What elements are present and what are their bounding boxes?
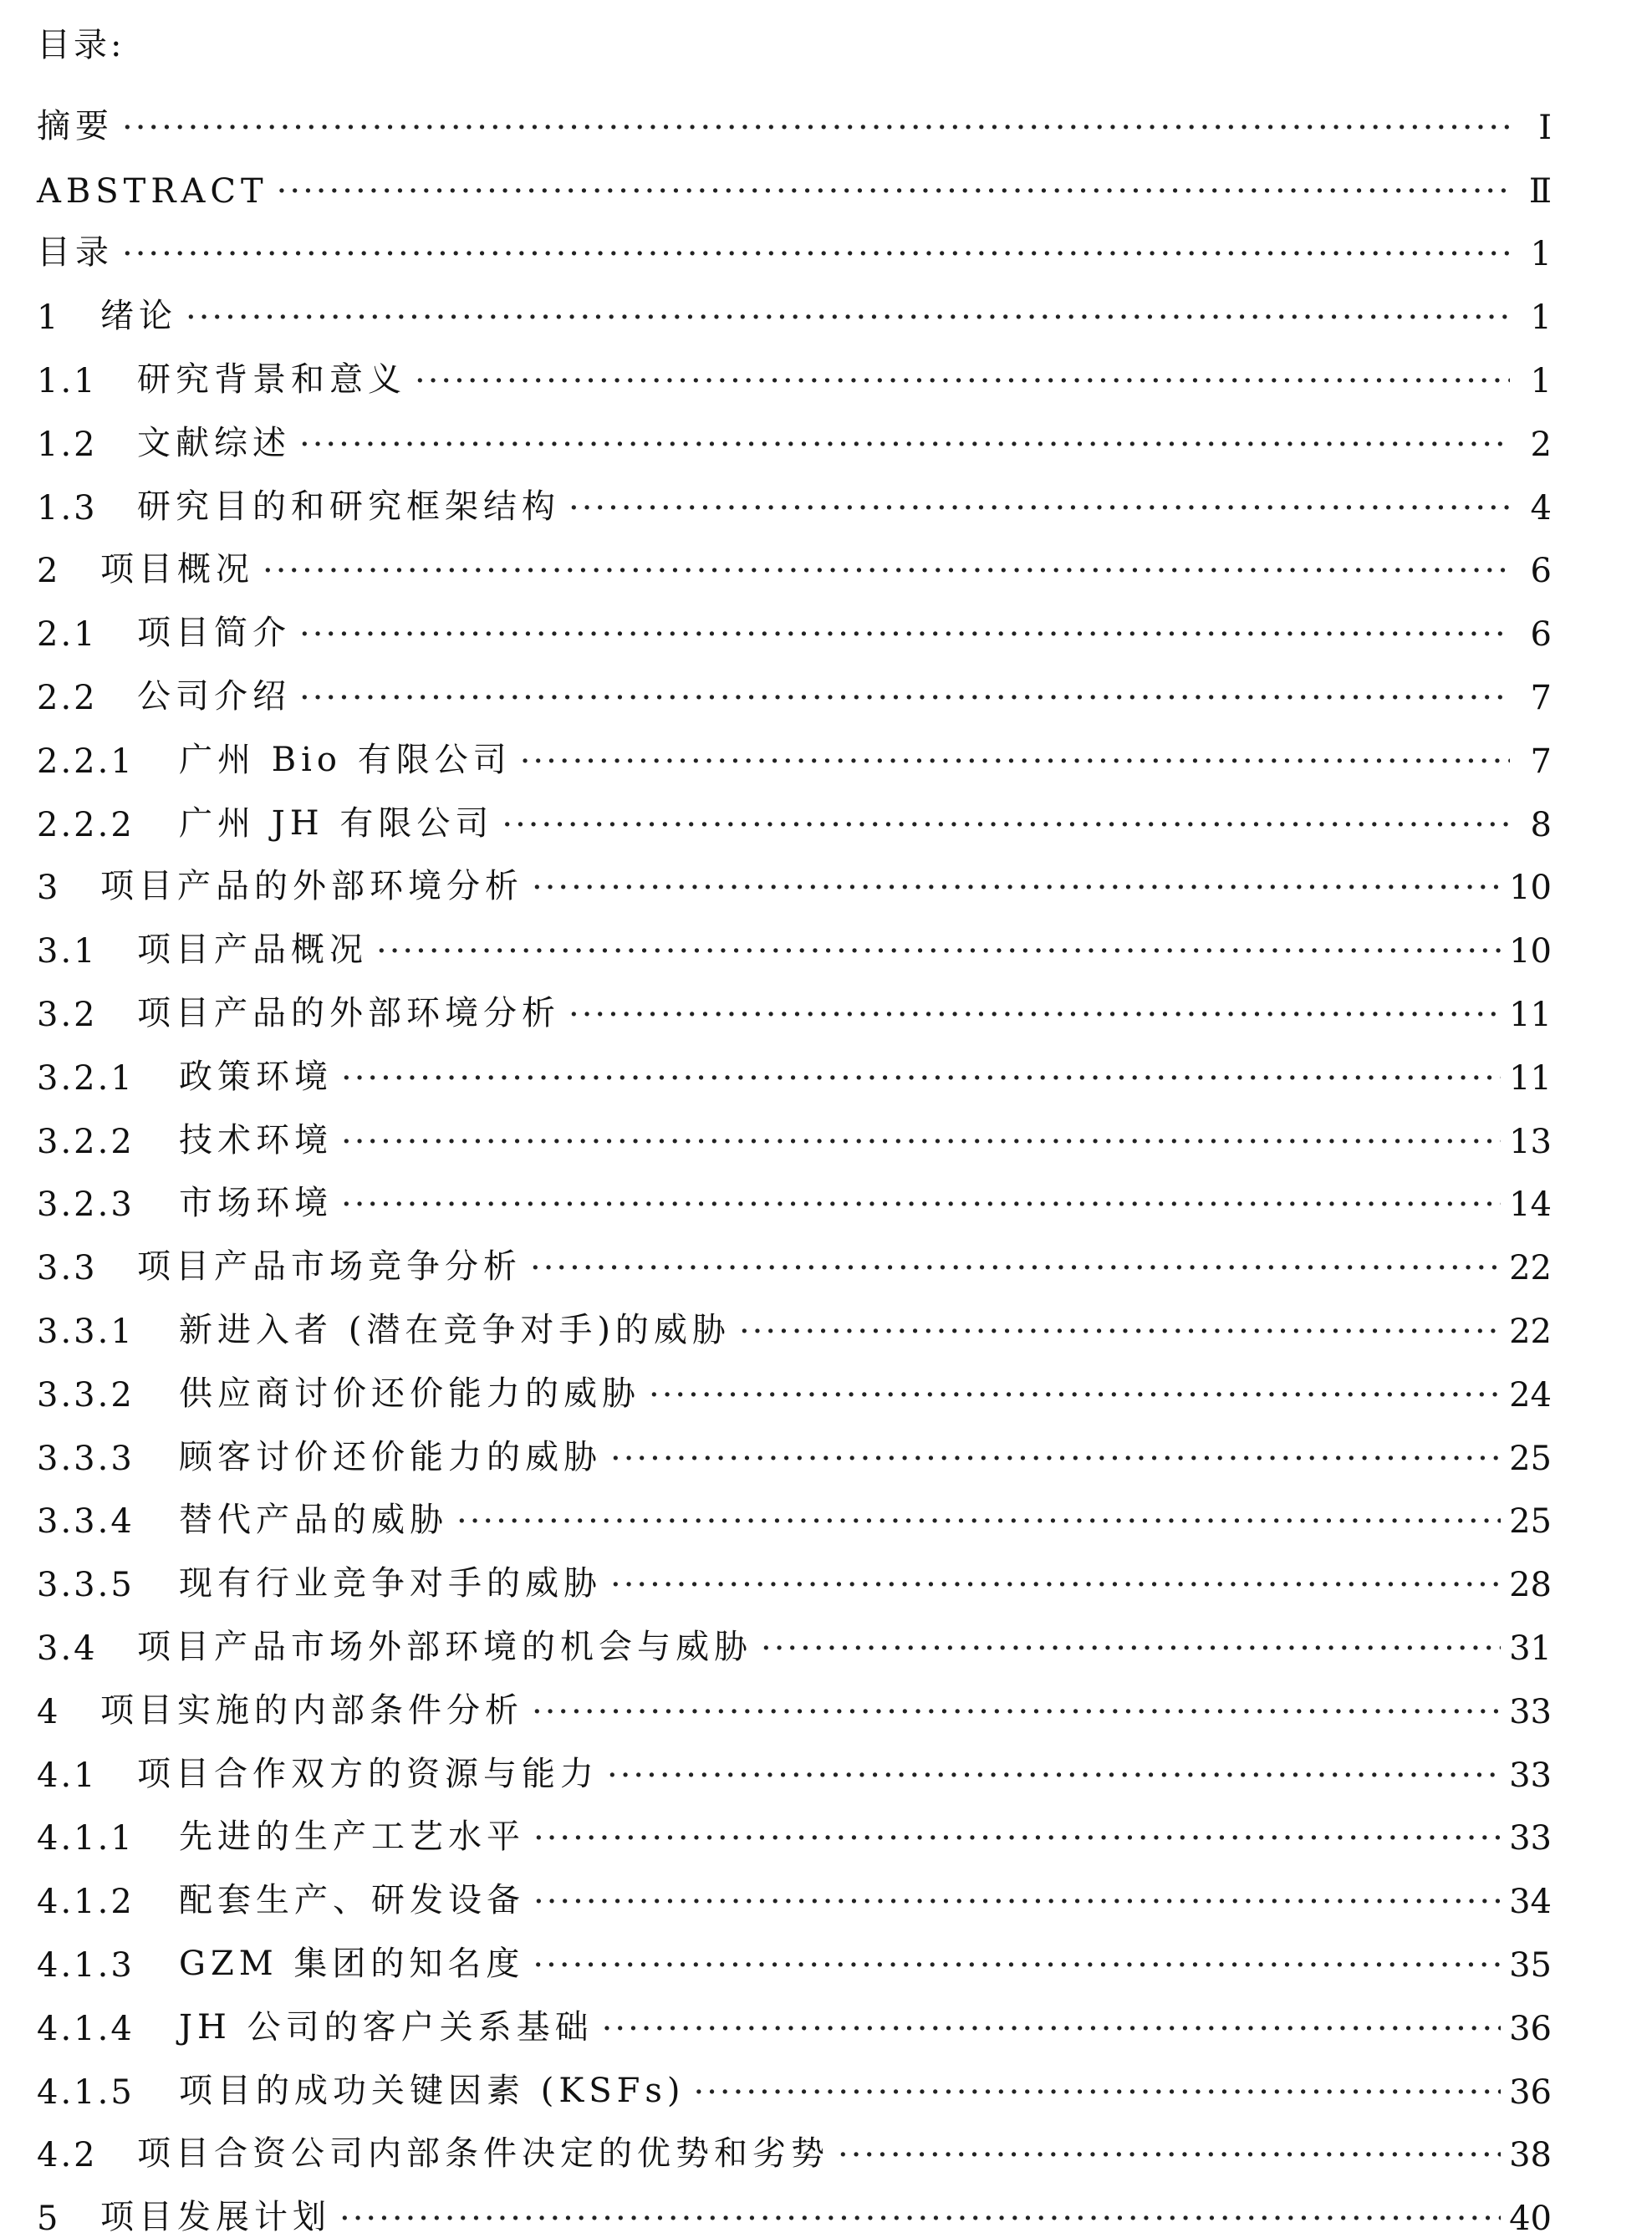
dot-leader bbox=[532, 1693, 1501, 1731]
toc-entry-title: 项目简介 bbox=[137, 614, 291, 653]
toc-entry-title: 政策环境 bbox=[179, 1057, 333, 1096]
toc-entry-number: 3.3.4 bbox=[37, 1502, 135, 1542]
toc-entry[interactable] bbox=[37, 2048, 1552, 2112]
toc-entry-title: 广州 Bio 有限公司 bbox=[179, 740, 512, 779]
toc-entry[interactable] bbox=[37, 971, 1552, 1034]
toc-entry-number: 4.1 bbox=[37, 1756, 98, 1795]
dot-leader bbox=[341, 1123, 1501, 1161]
toc-entry-title: 项目的成功关键因素 (KSFs) bbox=[179, 2071, 686, 2110]
toc-entry[interactable] bbox=[37, 1287, 1552, 1351]
toc-entry-number: 4.1.3 bbox=[37, 1945, 135, 1985]
toc-entry-number: 4.2 bbox=[37, 2136, 98, 2175]
dot-leader bbox=[610, 1566, 1501, 1604]
toc-entry[interactable] bbox=[37, 211, 1552, 274]
toc-entry-number: 3.4 bbox=[37, 1629, 98, 1668]
toc-entry-page-number: 10 bbox=[1509, 932, 1552, 971]
dot-leader bbox=[299, 426, 1510, 464]
toc-entry-title: 项目产品的外部环境分析 bbox=[137, 993, 560, 1032]
toc-entry-number: 3.1 bbox=[37, 932, 98, 971]
toc-entry-title: 广州 JH 有限公司 bbox=[179, 803, 494, 843]
dot-leader bbox=[532, 869, 1501, 907]
dot-leader bbox=[533, 1946, 1501, 1985]
toc-entry-page-number: 10 bbox=[1509, 869, 1552, 908]
toc-entry-number: 2.2.1 bbox=[37, 742, 135, 781]
toc-entry-page-number: Ⅰ bbox=[1538, 108, 1552, 147]
toc-entry-page-number: 36 bbox=[1509, 2072, 1552, 2112]
toc-entry-page-number: 13 bbox=[1509, 1122, 1552, 1161]
toc-entry-number: 1 bbox=[37, 298, 61, 338]
toc-entry-page-number: 40 bbox=[1509, 2200, 1552, 2238]
toc-entry[interactable] bbox=[37, 1921, 1552, 1985]
dot-leader bbox=[569, 489, 1510, 528]
toc-entry-page-number: 22 bbox=[1509, 1312, 1552, 1351]
toc-entry[interactable] bbox=[37, 1034, 1552, 1098]
toc-entry-title: 项目产品的外部环境分析 bbox=[100, 867, 523, 906]
dot-leader bbox=[415, 362, 1510, 400]
toc-entry[interactable] bbox=[37, 1351, 1552, 1415]
dot-leader bbox=[694, 2073, 1502, 2112]
dot-leader bbox=[263, 552, 1510, 590]
toc-entry-title: ABSTRACT bbox=[37, 171, 268, 211]
toc-entry-title: 市场环境 bbox=[179, 1184, 333, 1223]
toc-entry[interactable] bbox=[37, 907, 1552, 971]
dot-leader bbox=[607, 1756, 1501, 1795]
dot-leader bbox=[520, 742, 1510, 781]
dot-leader bbox=[739, 1313, 1501, 1351]
toc-entry[interactable] bbox=[37, 590, 1552, 654]
toc-entry-page-number: 25 bbox=[1509, 1439, 1552, 1478]
toc-entry-page-number: 33 bbox=[1509, 1692, 1552, 1731]
toc-entry[interactable] bbox=[37, 273, 1552, 337]
toc-entry-title: 新进入者 (潜在竞争对手)的威胁 bbox=[179, 1310, 731, 1349]
toc-entry[interactable] bbox=[37, 1858, 1552, 1921]
toc-entry-title: 项目实施的内部条件分析 bbox=[100, 1690, 523, 1730]
toc-entry-number: 1.2 bbox=[37, 425, 98, 464]
toc-entry-title: 技术环境 bbox=[179, 1120, 333, 1160]
dot-leader bbox=[341, 1059, 1501, 1098]
toc-entry[interactable] bbox=[37, 654, 1552, 717]
dot-leader bbox=[277, 172, 1510, 211]
toc-entry-page-number: 31 bbox=[1509, 1629, 1552, 1668]
toc-entry-title: 文献综述 bbox=[137, 423, 291, 462]
toc-entry-title: 项目产品概况 bbox=[137, 930, 368, 970]
toc-entry-number: 3.3 bbox=[37, 1249, 98, 1288]
toc-entry-page-number: 7 bbox=[1530, 742, 1552, 781]
toc-entry[interactable] bbox=[37, 1541, 1552, 1604]
dot-leader bbox=[569, 996, 1501, 1034]
toc-entry-page-number: 2 bbox=[1530, 425, 1552, 464]
dot-leader bbox=[602, 2010, 1501, 2048]
toc-entry[interactable] bbox=[37, 337, 1552, 400]
toc-entry-page-number: 22 bbox=[1509, 1249, 1552, 1288]
dot-leader bbox=[299, 615, 1510, 654]
dot-leader bbox=[530, 1249, 1501, 1287]
toc-entry-number: 3.3.2 bbox=[37, 1375, 135, 1415]
toc-entry-title: 替代产品的威胁 bbox=[179, 1501, 448, 1540]
dot-leader bbox=[299, 679, 1510, 717]
dot-leader bbox=[186, 298, 1510, 337]
toc-entry[interactable] bbox=[37, 717, 1552, 781]
toc-entry-number: 2.2.2 bbox=[37, 805, 135, 844]
toc-entry-page-number: 1 bbox=[1530, 298, 1552, 338]
toc-entry-number: 5 bbox=[37, 2200, 61, 2238]
toc-entry-title: 项目发展计划 bbox=[100, 2198, 331, 2237]
toc-entry-page-number: 4 bbox=[1530, 488, 1552, 528]
toc-entry-page-number: 1 bbox=[1530, 361, 1552, 400]
toc-entry-number: 3.2 bbox=[37, 995, 98, 1034]
toc-entry[interactable] bbox=[37, 1731, 1552, 1795]
toc-entry-page-number: 1 bbox=[1530, 235, 1552, 274]
toc-entry-number: 4.1.2 bbox=[37, 1883, 135, 1922]
toc-entry-number: 1.3 bbox=[37, 488, 98, 528]
toc-entry[interactable] bbox=[37, 1098, 1552, 1161]
toc-entry-page-number: 6 bbox=[1530, 615, 1552, 655]
dot-leader bbox=[838, 2136, 1501, 2174]
toc-entry-title: 目录 bbox=[37, 233, 114, 273]
dot-leader bbox=[761, 1629, 1501, 1668]
toc-entry[interactable] bbox=[37, 1795, 1552, 1858]
toc-entry[interactable] bbox=[37, 781, 1552, 844]
toc-entry-page-number: 33 bbox=[1509, 1819, 1552, 1858]
toc-entry-number: 1.1 bbox=[37, 361, 98, 400]
toc-entry-page-number: 24 bbox=[1509, 1375, 1552, 1415]
toc-entry-number: 3.2.2 bbox=[37, 1122, 135, 1161]
toc-entry-title: 项目产品市场外部环境的机会与威胁 bbox=[137, 1627, 752, 1666]
toc-entry-number: 4 bbox=[37, 1692, 61, 1731]
toc-entry-page-number: 11 bbox=[1509, 995, 1552, 1034]
toc-entry-title: 先进的生产工艺水平 bbox=[179, 1817, 525, 1857]
dot-leader bbox=[533, 1819, 1501, 1858]
toc-entry[interactable] bbox=[37, 84, 1552, 147]
toc-entry-number: 4.1.5 bbox=[37, 2072, 135, 2112]
toc-entry[interactable] bbox=[37, 1478, 1552, 1542]
toc-entry-title: 项目概况 bbox=[100, 550, 254, 589]
dot-leader bbox=[502, 806, 1510, 844]
toc-entry[interactable] bbox=[37, 2112, 1552, 2175]
toc-entry-page-number: 8 bbox=[1530, 805, 1552, 844]
toc-entry-title: 配套生产、研发设备 bbox=[179, 1881, 525, 1920]
toc-entry-title: 公司介绍 bbox=[137, 676, 291, 716]
toc-entry-page-number: 6 bbox=[1530, 552, 1552, 591]
toc-heading: 目录: bbox=[37, 26, 125, 64]
toc-entry-number: 2.2 bbox=[37, 678, 98, 717]
toc-entry-number: 3.2.1 bbox=[37, 1058, 135, 1098]
toc-entry-title: 研究目的和研究框架结构 bbox=[137, 487, 560, 526]
toc-entry-page-number: 35 bbox=[1509, 1945, 1552, 1985]
toc-entry-title: 摘要 bbox=[37, 106, 114, 145]
toc-entry-title: 现有行业竞争对手的威胁 bbox=[179, 1564, 602, 1603]
dot-leader bbox=[122, 235, 1510, 273]
dot-leader bbox=[456, 1502, 1501, 1541]
toc-entry-page-number: 7 bbox=[1530, 678, 1552, 717]
dot-leader bbox=[533, 1883, 1501, 1921]
toc-entry-page-number: 28 bbox=[1509, 1566, 1552, 1605]
toc-entry-page-number: 14 bbox=[1509, 1185, 1552, 1225]
toc-entry[interactable] bbox=[37, 1224, 1552, 1287]
toc-list bbox=[37, 84, 1552, 2238]
toc-entry[interactable] bbox=[37, 1161, 1552, 1225]
toc-entry-title: GZM 集团的知名度 bbox=[179, 1944, 525, 1983]
toc-entry[interactable] bbox=[37, 147, 1552, 211]
toc-entry[interactable] bbox=[37, 464, 1552, 528]
toc-entry-title: 顾客讨价还价能力的威胁 bbox=[179, 1437, 602, 1476]
toc-entry[interactable] bbox=[37, 1415, 1552, 1478]
toc-entry-title: 项目合资公司内部条件决定的优势和劣势 bbox=[137, 2134, 829, 2174]
toc-entry-title: 绪论 bbox=[100, 297, 177, 336]
toc-entry[interactable] bbox=[37, 1604, 1552, 1668]
dot-leader bbox=[376, 932, 1501, 971]
toc-entry-number: 2.1 bbox=[37, 615, 98, 655]
toc-entry-page-number: 36 bbox=[1509, 2009, 1552, 2048]
toc-entry-title: JH 公司的客户关系基础 bbox=[179, 2007, 594, 2047]
toc-entry-number: 4.1.1 bbox=[37, 1819, 135, 1858]
toc-entry-page-number: 34 bbox=[1509, 1883, 1552, 1922]
toc-entry-page-number: 25 bbox=[1509, 1502, 1552, 1542]
toc-entry-page-number: Ⅱ bbox=[1528, 171, 1552, 211]
dot-leader bbox=[649, 1376, 1501, 1415]
toc-entry-number: 2 bbox=[37, 552, 61, 591]
toc-entry-number: 3.2.3 bbox=[37, 1185, 135, 1225]
toc-entry-number: 3.3.1 bbox=[37, 1312, 135, 1351]
toc-entry-number: 3.3.5 bbox=[37, 1566, 135, 1605]
toc-entry-title: 项目产品市场竞争分析 bbox=[137, 1247, 522, 1287]
toc-entry[interactable] bbox=[37, 400, 1552, 464]
toc-entry-page-number: 11 bbox=[1509, 1058, 1552, 1098]
toc-entry[interactable] bbox=[37, 528, 1552, 591]
toc-entry-page-number: 33 bbox=[1509, 1756, 1552, 1795]
dot-leader bbox=[610, 1440, 1501, 1478]
toc-entry[interactable] bbox=[37, 2174, 1552, 2238]
toc-entry[interactable] bbox=[37, 844, 1552, 908]
toc-entry-title: 研究背景和意义 bbox=[137, 359, 406, 399]
toc-entry-page-number: 38 bbox=[1509, 2136, 1552, 2175]
toc-entry[interactable] bbox=[37, 1668, 1552, 1731]
toc-entry-title: 供应商讨价还价能力的威胁 bbox=[179, 1374, 640, 1413]
toc-entry-title: 项目合作双方的资源与能力 bbox=[137, 1754, 599, 1793]
dot-leader bbox=[122, 109, 1510, 147]
toc-entry-number: 3.3.3 bbox=[37, 1439, 135, 1478]
toc-entry-number: 4.1.4 bbox=[37, 2009, 135, 2048]
dot-leader bbox=[339, 2200, 1501, 2238]
dot-leader bbox=[341, 1185, 1501, 1224]
toc-entry-number: 3 bbox=[37, 869, 61, 908]
toc-entry[interactable] bbox=[37, 1985, 1552, 2048]
